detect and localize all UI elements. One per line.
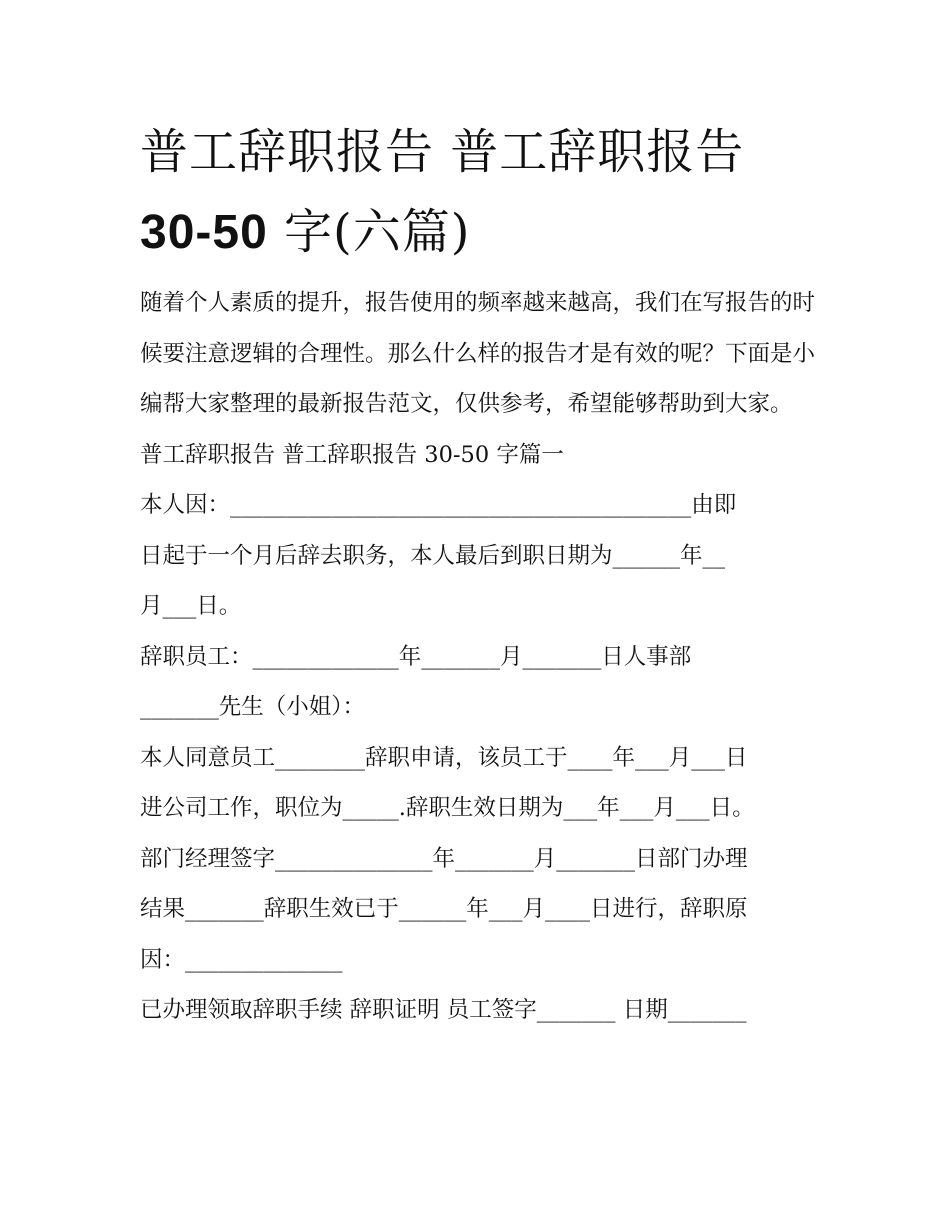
form-line: 本人因：_________________________________________由即 (140, 492, 737, 518)
form-line: 日起于一个月后辞去职务，本人最后到职日期为______年__ (140, 542, 726, 569)
intro-paragraph: 随着个人素质的提升，报告使用的频率越来越高，我们在写报告的时候要注意逻辑的合理性。那么什么样的报告才是有效的呢？下面是小编帮大家整理的最新报告范文，仅供参考，希望能够帮助到大家。 (140, 290, 816, 417)
title-line-1: 普工辞职报告 普工辞职报告 (140, 124, 745, 180)
document-body (140, 278, 820, 1036)
document-title (140, 112, 840, 273)
title-number: 30-50 (140, 206, 268, 259)
form-line: 因：______________ (140, 946, 343, 973)
section-heading: 普工辞职报告 普工辞职报告 30-50 字篇一 (140, 441, 564, 468)
form-line: 进公司工作，职位为_____.辞职生效日期为___年___月___日。 (140, 795, 755, 821)
form-line: 结果_______辞职生效已于______年___月____日进行，辞职原 (140, 896, 748, 922)
form-line: 本人同意员工________辞职申请，该员工于____年___月___日 (140, 744, 748, 771)
form-line: 已办理领取辞职手续 辞职证明 员工签字_______ 日期_______ (140, 997, 747, 1023)
form-line: _______先生（小姐）： (140, 694, 366, 720)
form-line: 部门经理签字______________年_______月_______日部门办理 (140, 845, 748, 872)
form-line: 月___日。 (140, 593, 242, 619)
form-line: 辞职员工：_____________年_______月_______日人事部 (140, 643, 692, 670)
title-line-2: 字(六篇) (267, 204, 471, 260)
